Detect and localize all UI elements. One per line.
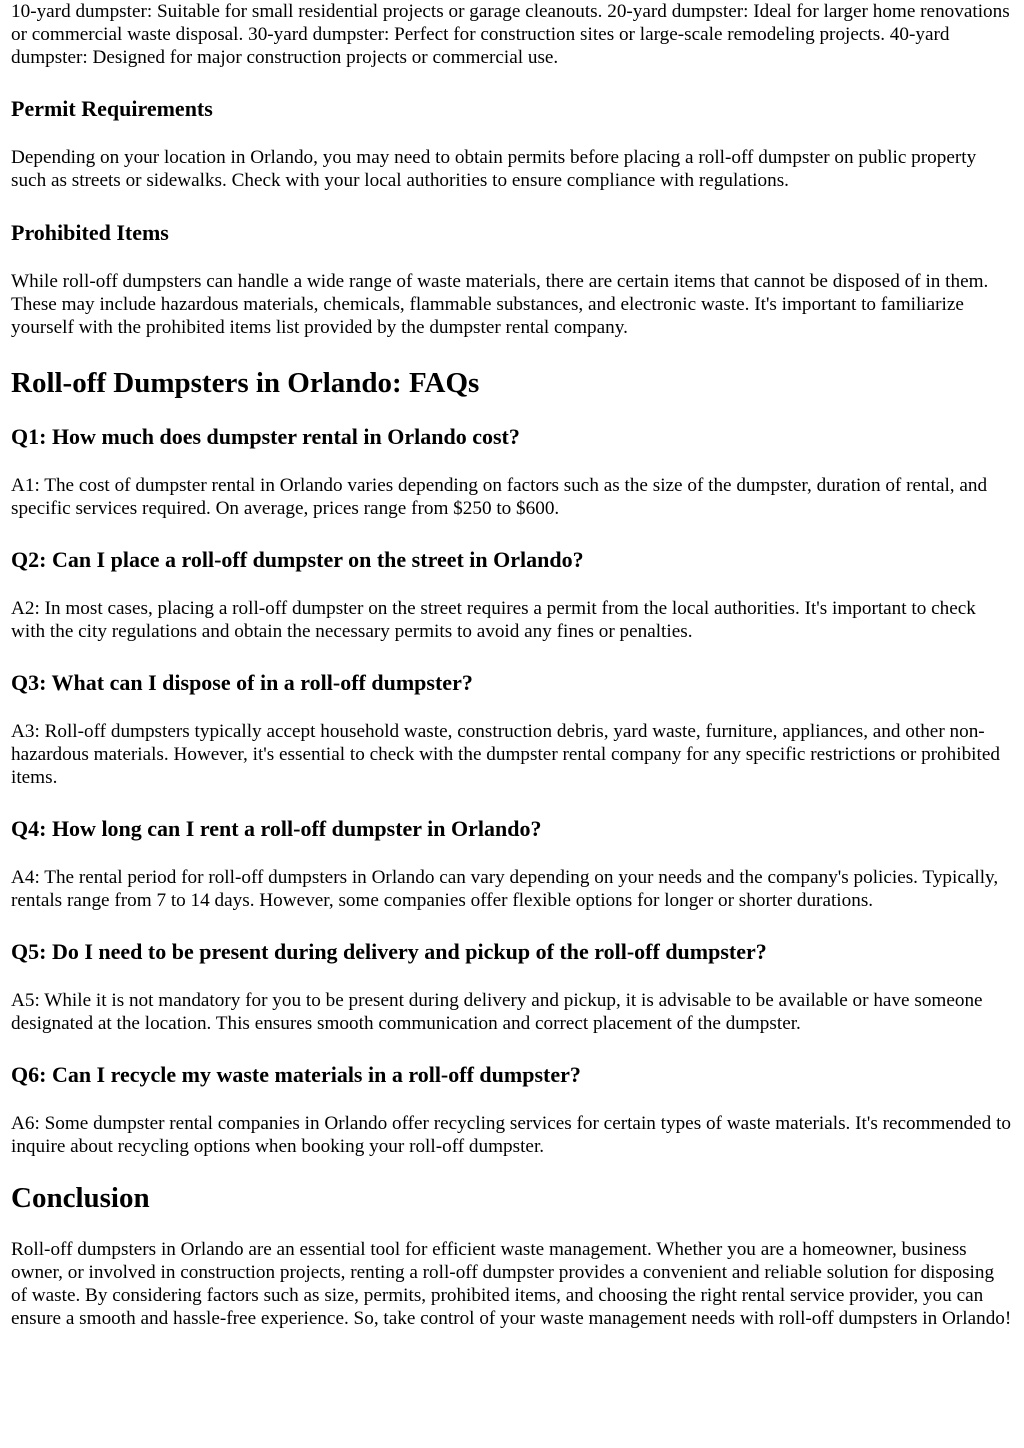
faq-item	[11, 1062, 1013, 1158]
permit-paragraph: Depending on your location in Orlando, you may need to obtain permits before placing a roll-off dumpster on public property such as streets or sidewalks. Check with your local authorities to ensure compliance with regulations.	[11, 147, 977, 191]
dumpster-sizes-paragraph: 10-yard dumpster: Suitable for small residential projects or garage cleanouts. 20-yard dumpster: Ideal for larger home renovations or commercial waste disposal. 30-yard dumpster: Perfect for construction sites or large-scale remodeling projects. 40-yard dumpster: Designed for major construction projects or commercial use.	[11, 1, 1010, 68]
faqs-heading: Roll-off Dumpsters in Orlando: FAQs	[11, 367, 480, 399]
faq-item	[11, 424, 1013, 520]
conclusion-heading: Conclusion	[11, 1182, 150, 1214]
faq-question: Q4: How long can I rent a roll-off dumpster in Orlando?	[11, 816, 542, 841]
faq-answer: A6: Some dumpster rental companies in Orlando offer recycling services for certain types of waste materials. It's recommended to inquire about recycling options when booking your roll-off dumpster.	[11, 1113, 1011, 1157]
faq-answer: A5: While it is not mandatory for you to be present during delivery and pickup, it is advisable to be available or have someone designated at the location. This ensures smooth communication and correct placement of the dumpster.	[11, 990, 983, 1034]
faq-question: Q1: How much does dumpster rental in Orlando cost?	[11, 424, 520, 449]
faq-answer: A4: The rental period for roll-off dumpsters in Orlando can vary depending on your needs and the company's policies. Typically, rentals range from 7 to 14 days. However, some companies offer flexible options for longer or shorter durations.	[11, 867, 999, 911]
faq-question: Q3: What can I dispose of in a roll-off dumpster?	[11, 670, 473, 695]
faq-item	[11, 670, 1013, 789]
conclusion-paragraph: Roll-off dumpsters in Orlando are an essential tool for efficient waste management. Whether you are a homeowner, business owner, or involved in construction projects, renting a roll-off dumpster provides a convenient and reliable solution for disposing of waste. By considering factors such as size, permits, prohibited items, and choosing the right rental service provider, you can ensure a smooth and hassle-free experience. So, take control of your waste management needs with roll-off dumpsters in Orlando!	[11, 1239, 1012, 1329]
faq-item	[11, 939, 1013, 1035]
faq-question: Q2: Can I place a roll-off dumpster on the street in Orlando?	[11, 547, 584, 572]
faq-list	[11, 424, 1013, 1158]
faq-answer: A3: Roll-off dumpsters typically accept household waste, construction debris, yard waste, furniture, appliances, and other non-hazardous materials. However, it's essential to check with the dumpster rental company for any specific restrictions or prohibited items.	[11, 721, 1000, 788]
faq-answer: A2: In most cases, placing a roll-off dumpster on the street requires a permit from the local authorities. It's important to check with the city regulations and obtain the necessary permits to avoid any fines or penalties.	[11, 598, 976, 642]
faq-question: Q6: Can I recycle my waste materials in a roll-off dumpster?	[11, 1062, 581, 1087]
permit-heading: Permit Requirements	[11, 96, 213, 121]
prohibited-heading: Prohibited Items	[11, 220, 169, 245]
faq-answer: A1: The cost of dumpster rental in Orlando varies depending on factors such as the size of the dumpster, duration of rental, and specific services required. On average, prices range from $250 to $600.	[11, 475, 988, 519]
faq-question: Q5: Do I need to be present during delivery and pickup of the roll-off dumpster?	[11, 939, 767, 964]
faq-item	[11, 547, 1013, 643]
prohibited-paragraph: While roll-off dumpsters can handle a wide range of waste materials, there are certain items that cannot be disposed of in them. These may include hazardous materials, chemicals, flammable substances, and electronic waste. It's important to familiarize yourself with the prohibited items list provided by the dumpster rental company.	[11, 271, 989, 338]
faq-item	[11, 816, 1013, 912]
